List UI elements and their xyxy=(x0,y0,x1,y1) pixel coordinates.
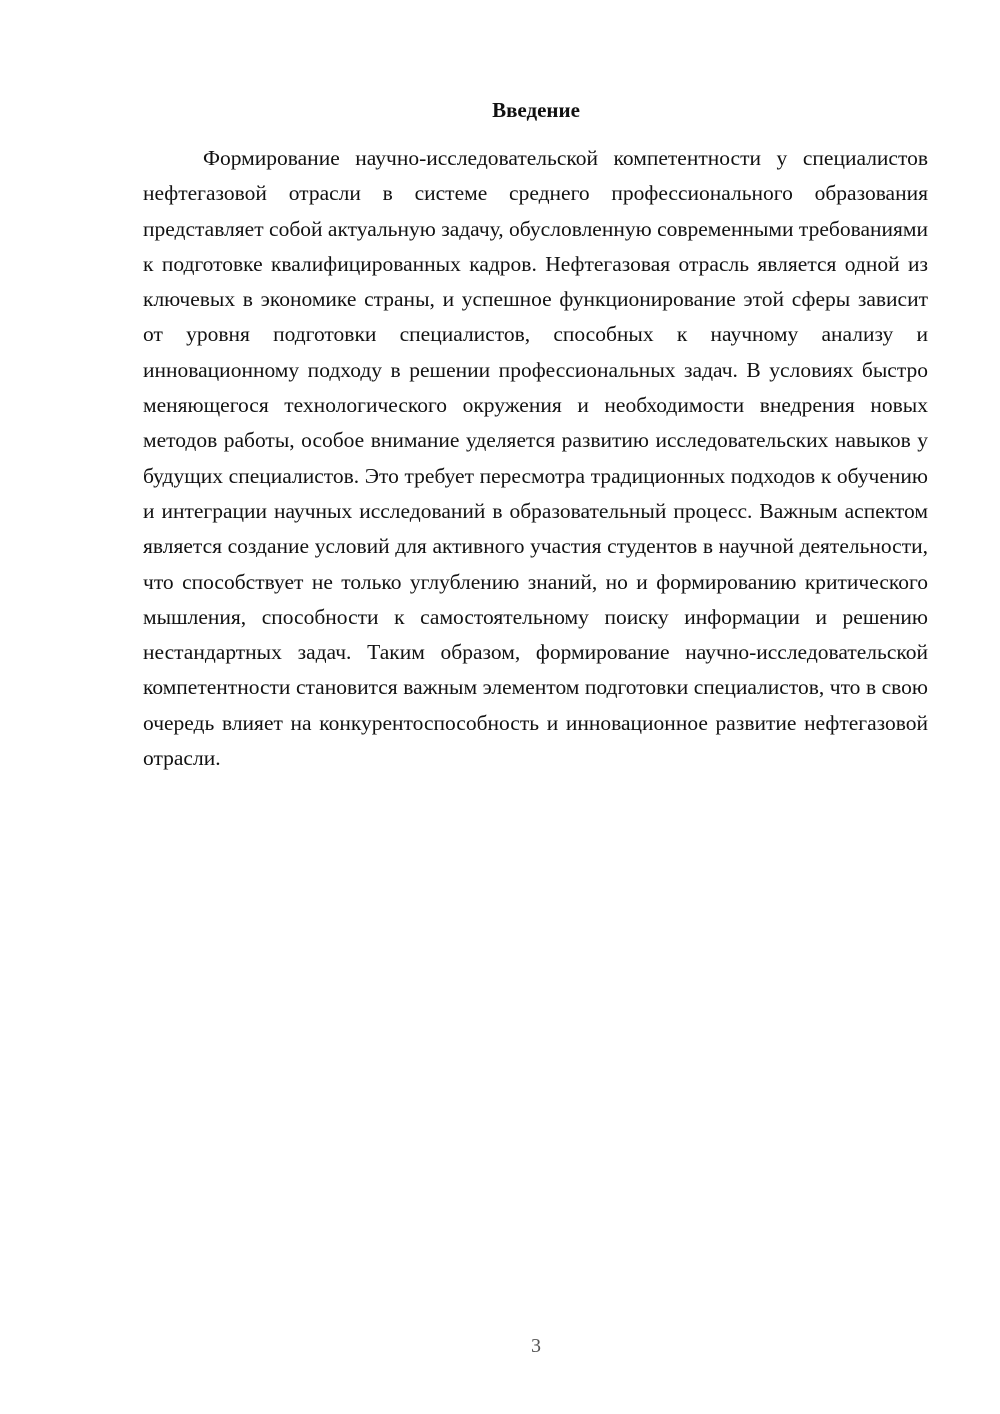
page-number: 3 xyxy=(531,1335,541,1357)
section-heading: Введение xyxy=(492,98,580,122)
body-paragraph: Формирование научно-исследовательской компетентности у специалистов нефтегазовой отрасли в системе среднего профессионального образования представляет собой актуальную задачу, обусловленную современными требованиями к подготовке квалифицированных кадров. Нефтегазовая отрасль является одной из ключевых в экономике страны, и успешное функционирование этой сферы зависит от уровня подготовки специалистов, способных к научному анализу и инновационному подходу в решении профессиональных задач. В условиях быстро меняющегося технологического окружения и необходимости внедрения новых методов работы, особое внимание уделяется развитию исследовательских навыков у будущих специалистов. Это требует пересмотра традиционных подходов к обучению и интеграции научных исследований в образовательный процесс. Важным аспектом является создание условий для активного участия студентов в научной деятельности, что способствует не только углублению знаний, но и формированию критического мышления, способности к самостоятельному поиску информации и решению нестандартных задач. Таким образом, формирование научно-исследовательской компетентности становится важным элементом подготовки специалистов, что в свою очередь влияет на конкурентоспособность и инновационное развитие нефтегазовой отрасли. xyxy=(143,146,928,771)
